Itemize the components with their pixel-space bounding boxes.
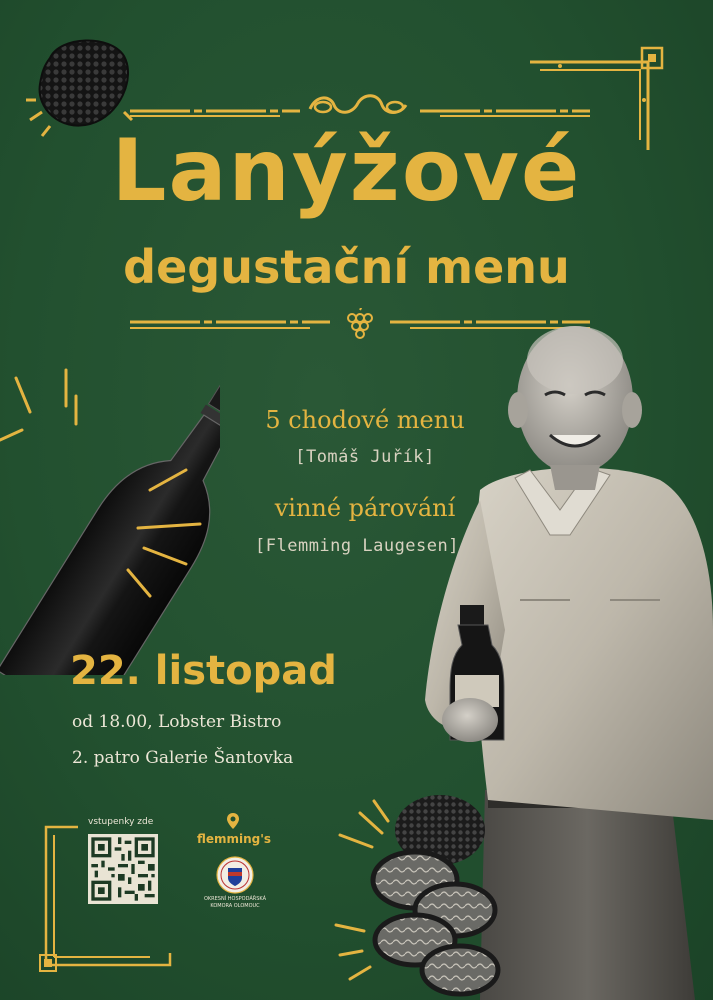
tickets-label: vstupenky zde — [88, 817, 154, 827]
event-date: 22. listopad — [70, 648, 337, 694]
location-pin-icon — [226, 812, 240, 830]
chamber-logo — [216, 856, 254, 894]
course-1: 5 chodové menu — [265, 406, 465, 434]
course-2: vinné párování — [274, 494, 456, 522]
event-title: Lanýžové — [111, 121, 582, 221]
course-1-credit: [Tomáš Juřík] — [295, 447, 435, 467]
bottle-rays — [0, 360, 220, 610]
ticket-qr-code[interactable] — [88, 834, 158, 904]
event-time-venue: od 18.00, Lobster Bistro — [72, 712, 282, 732]
chamber-name-line-2: KOMORA OLOMOUC — [210, 903, 260, 909]
course-2-credit: [Flemming Laugesen] — [255, 536, 459, 556]
truffle-rays — [300, 795, 430, 995]
event-subtitle: degustační menu — [123, 240, 570, 294]
flemmings-logo: flemming's — [196, 832, 272, 846]
chamber-name-line-1: OKRESNÍ HOSPODÁŘSKÁ — [203, 896, 267, 902]
event-location: 2. patro Galerie Šantovka — [72, 748, 294, 768]
